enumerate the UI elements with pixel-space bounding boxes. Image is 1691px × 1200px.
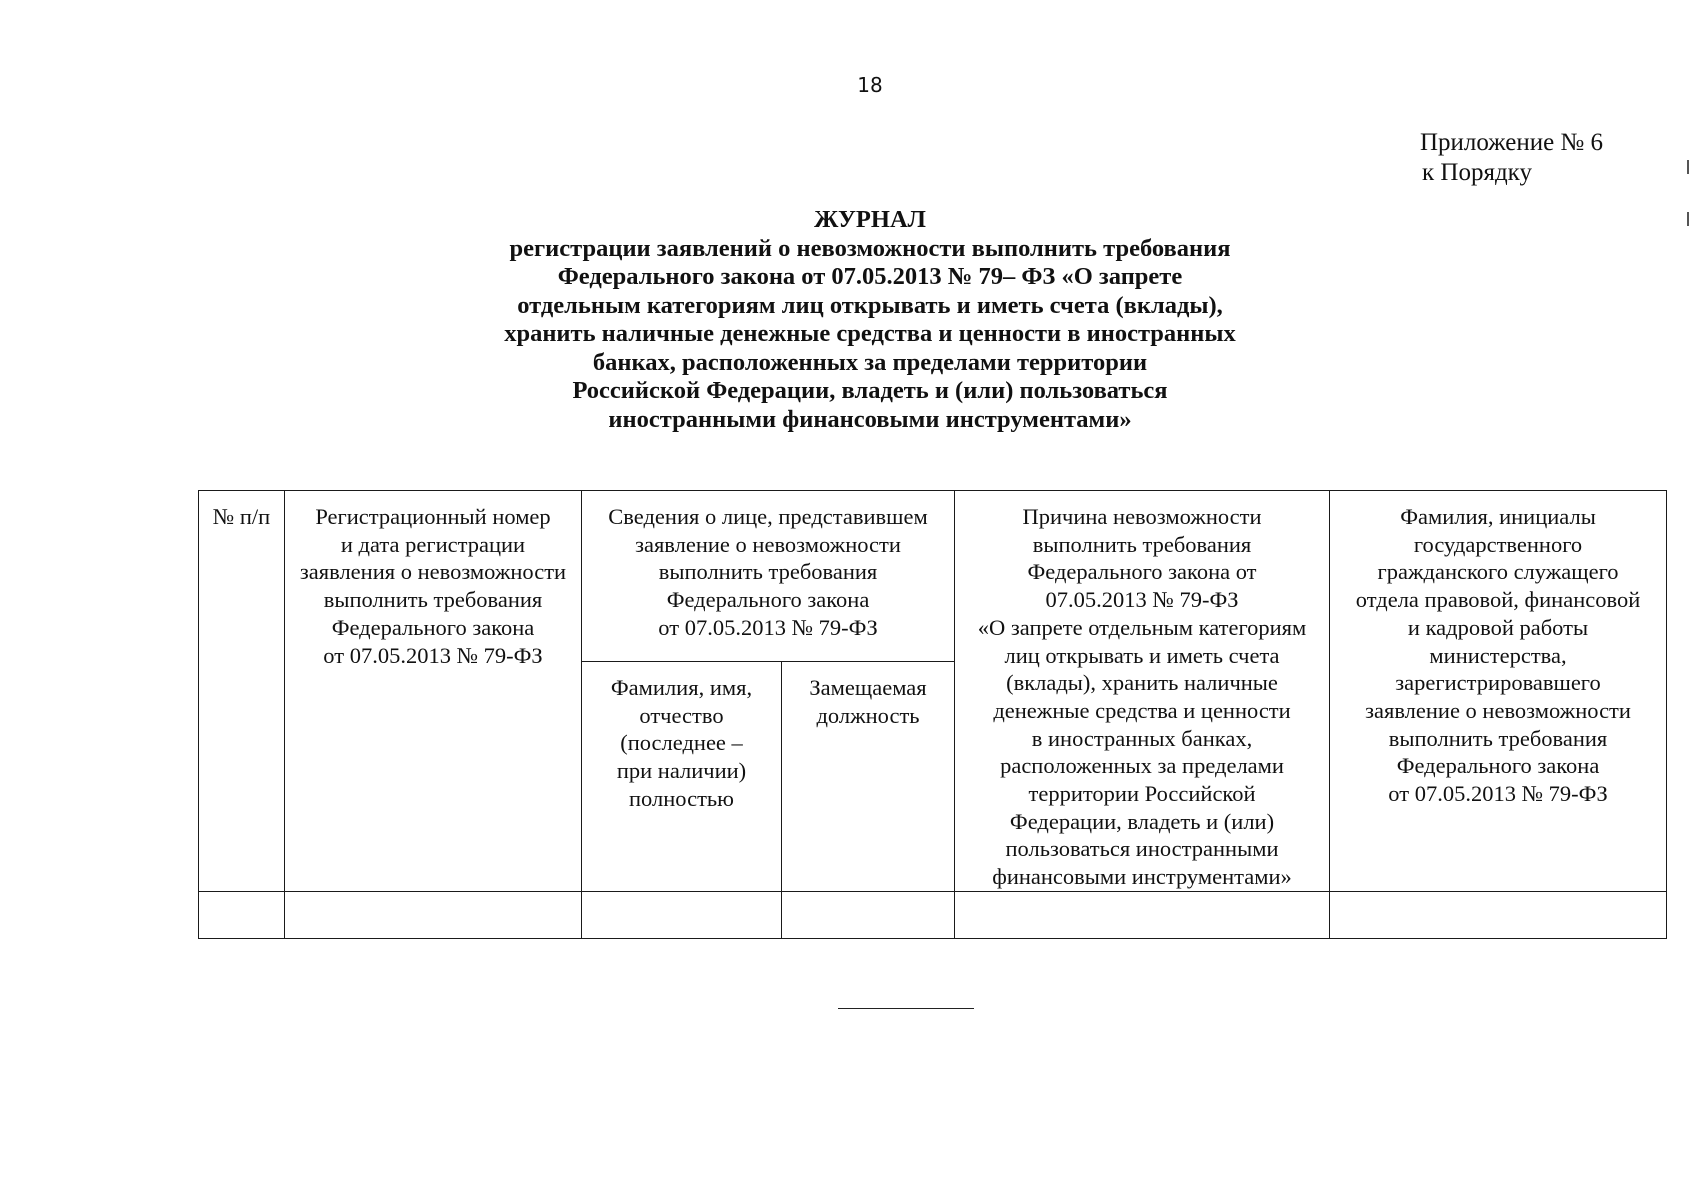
table-cell[interactable] [285,891,582,938]
title-body: регистрации заявлений о невозможности выполнить требования Федерального закона от 07.05.2013 № 79– ФЗ «О запрете отдельным категориям лиц открывать и иметь счета (вклады), хранить наличные денежные средства и ценности в иностранных банках, расположенных за пределами территории Российской Федерации, владеть и (или) пользоваться иностранными финансовыми инструментами» [504,234,1236,433]
header-registration: Регистрационный номер и дата регистрации заявления о невозможности выполнить требования Федерального закона от 07.05.2013 № 79-ФЗ [285,491,582,892]
header-person-info: Сведения о лице, представившем заявление о невозможности выполнить требования Федерального закона от 07.05.2013 № 79-ФЗ [582,491,955,662]
footer-divider [838,1008,974,1009]
journal-table [198,490,1667,939]
header-position: Замещаемая должность [782,662,955,892]
edge-mark [1687,160,1689,174]
table-row [199,891,1667,938]
appendix-line-2: к Порядку [1422,159,1532,186]
header-full-name: Фамилия, имя, отчество (последнее – при наличии) полностью [582,662,782,892]
table-cell[interactable] [955,891,1330,938]
header-reason: Причина невозможности выполнить требования Федерального закона от 07.05.2013 № 79-ФЗ «О запрете отдельным категориям лиц открывать и иметь счета (вклады), хранить наличные денежные средства и ценности в иностранных банках, расположенных за пределами территории Российской Федерации, владеть и (или) пользоваться иностранными финансовыми инструментами» [955,491,1330,892]
appendix-reference [1420,128,1603,188]
header-num: № п/п [199,491,285,892]
table-header-row [199,491,1667,662]
table-cell[interactable] [199,891,285,938]
edge-mark [1687,212,1689,226]
appendix-line-1: Приложение № 6 [1420,129,1604,156]
header-official: Фамилия, инициалы государственного гражданского служащего отдела правовой, финансовой и кадровой работы министерства, зарегистрировавшего заявление о невозможности выполнить требования Федерального закона от 07.05.2013 № 79-ФЗ [1330,491,1667,892]
page-number: 18 [857,73,883,97]
table-cell[interactable] [782,891,955,938]
title-heading: ЖУРНАЛ [814,206,926,233]
table-cell[interactable] [1330,891,1667,938]
document-title [500,206,1240,434]
table-cell[interactable] [582,891,782,938]
